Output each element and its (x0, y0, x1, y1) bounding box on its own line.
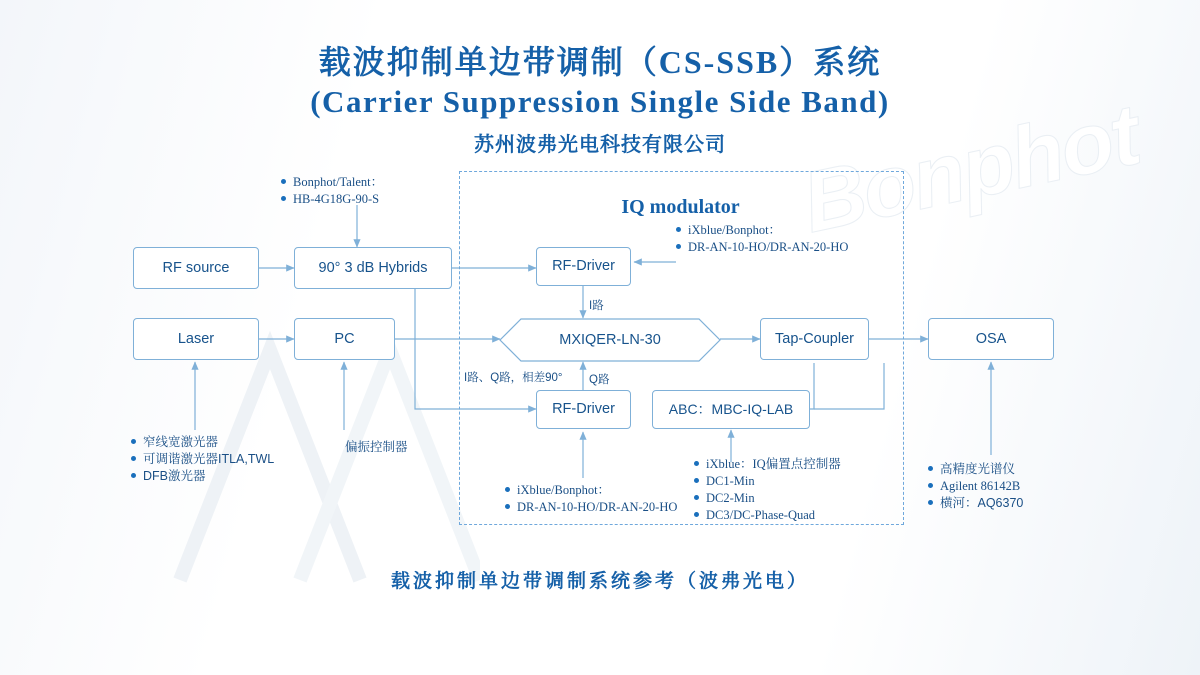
block-pc[interactable]: PC (294, 318, 395, 360)
annotation-abc: iXblue：IQ偏置点控制器 DC1-Min DC2-Min DC3/DC-Phase-Quad (694, 456, 841, 524)
page-title-en: (Carrier Suppression Single Side Band) (310, 84, 890, 119)
block-tap-coupler[interactable]: Tap-Coupler (760, 318, 869, 360)
bullet-icon (694, 461, 699, 466)
block-laser[interactable]: Laser (133, 318, 259, 360)
block-abc[interactable]: ABC：MBC-IQ-LAB (652, 390, 810, 429)
annotation-hybrid: Bonphot/Talent： HB-4G18G-90-S (281, 174, 383, 208)
block-rf-driver-bottom[interactable]: RF-Driver (536, 390, 631, 429)
block-hybrid[interactable]: 90° 3 dB Hybrids (294, 247, 452, 289)
bullet-icon (676, 244, 681, 249)
bullet-icon (281, 179, 286, 184)
company-name: 苏州波弗光电科技有限公司 (474, 134, 726, 156)
block-osa[interactable]: OSA (928, 318, 1054, 360)
bullet-icon (694, 512, 699, 517)
bullet-icon (131, 456, 136, 461)
bullet-icon (505, 487, 510, 492)
edge-label-i-path: I路 (589, 300, 604, 312)
edge-label-q-path: Q路 (589, 374, 610, 386)
bullet-icon (928, 483, 933, 488)
bullet-icon (281, 196, 286, 201)
bullet-icon (131, 473, 136, 478)
block-rf-source[interactable]: RF source (133, 247, 259, 289)
edge-label-iq-phase: I路、Q路，相差90° (464, 372, 563, 384)
title-block (0, 42, 1200, 157)
block-modulator[interactable] (499, 318, 721, 362)
bullet-icon (131, 439, 136, 444)
bullet-icon (694, 478, 699, 483)
annotation-rf-driver-top: iXblue/Bonphot： DR-AN-10-HO/DR-AN-20-HO (676, 222, 848, 256)
block-modulator-label: MXIQER-LN-30 (559, 332, 661, 348)
bullet-icon (694, 495, 699, 500)
bullet-icon (928, 466, 933, 471)
iq-modulator-label: IQ modulator (621, 196, 740, 218)
block-rf-driver-top[interactable]: RF-Driver (536, 247, 631, 286)
watermark-text: Bonphot (794, 86, 1147, 252)
annotation-pc: 偏振控制器 (345, 440, 408, 454)
annotation-laser: 窄线宽激光器 可调谐激光器ITLA,TWL DFB激光器 (131, 434, 274, 485)
bullet-icon (676, 227, 681, 232)
page-title-cn: 载波抑制单边带调制（CS-SSB）系统 (318, 44, 882, 80)
footer-title: 载波抑制单边带调制系统参考（波弗光电） (390, 571, 809, 592)
bullet-icon (928, 500, 933, 505)
bullet-icon (505, 504, 510, 509)
annotation-osa: 高精度光谱仪 Agilent 86142B 横河：AQ6370 (928, 461, 1023, 512)
annotation-rf-driver-bottom: iXblue/Bonphot： DR-AN-10-HO/DR-AN-20-HO (505, 482, 677, 516)
